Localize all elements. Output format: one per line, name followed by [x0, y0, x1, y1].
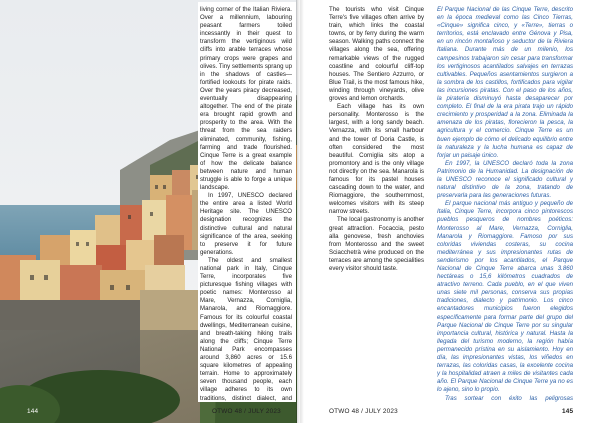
- right-en-paragraph-3: The local gastronomy is another great attraction. Focaccia, pesto alla genovese, fresh anchovies from Monterosso and the sweet Sciacchetrà wine produced on the terraces are among the specialities every visitor should taste.: [329, 216, 424, 272]
- issue-label-right: OTWO 48 / JULY 2023: [329, 408, 398, 415]
- right-es-paragraph-1: El Parque Nacional de las Cinque Terre, descrito en la época medieval como las Cinco Tierras, «Cinque» significa cinco, y «Terre», tierras o territorios, está enclavado entre Génova y Pisa, en un rincón montañoso y seductor de la Riviera Italiana. Durante más de un milenio, los campesinos trabajaron sin cesar para transformar los vertiginosos acantilados salvajes en terrazas cultivables. Pequeños asentamientos surgieron a la sombra de los castillos, fortificados para vigilar las incursiones piratas. Con el paso de los años, la piratería disminuyó hasta desaparecer por completo. El final de la era pirata trajo un rápido crecimiento y prosperidad a la zona. Eliminada la amenaza de los piratas, florecieron la pesca, la agricultura y el comercio. Cinque Terre es un buen ejemplo de cómo el delicado equilibrio entre la naturaleza y la lucha humana es capaz de forjar un paisaje único.: [437, 6, 573, 159]
- right-es-paragraph-3: El parque nacional más antiguo y pequeño de Italia, Cinque Terre, incorpora cinco pintorescos pueblos pesqueros de nombres poéticos: Monterosso al Mare, Vernazza, Corniglia, Manarola y Riomaggiore. Famoso por sus coloridas viviendas costeras, su cocina mediterránea y sus impresionantes rutas de senderismo por los acantilados, el Parque Nacional de Cinque Terre abarca unas 3.860 hectáreas o 15,6 kilómetros cuadrados de atractivo terreno. Cada pueblo, en el que viven unas siete mil personas, conserva sus propias tradiciones, dialecto y patrimonio. Los cinco encantadores municipios fueron elegidos específicamente para formar parte del grupo del Parque Nacional de Cinque Terre por su singular importancia cultural, histórica y natural. Hasta la llegada del turismo moderno, la región había permanecido prístina en su aislamiento. Hoy en día, las impresionantes vistas, los viñedos en terrazas, las coloridas casas, la excelente cocina y la hospitalidad atraen a miles de visitantes cada año. El Parque Nacional de Cinque Terre ya no es lo ajeno, sino lo propio.: [437, 200, 573, 394]
- page-number-right: 145: [562, 408, 574, 415]
- right-es-paragraph-2: En 1997, la UNESCO declaró toda la zona Patrimonio de la Humanidad. La designación de la UNESCO reconoce el significado cultural y natural distintivo de la zona, tratando de preservarla para las generaciones futuras.: [437, 159, 573, 200]
- left-paragraph-3: The oldest and smallest national park in Italy, Cinque Terre, incorporates five picturesque fishing villages with poetic names: Monterosso al Mare, Vernazza, Corniglia, Manarola, and Riomaggiore. Famous for its colourful coastal dwellings, Mediterranean cuisine, and breath-taking hiking trails along the cliffs; Cinque Terre National Park encompasses around 3,860 acres or 15.6 square kilometres of appealing terrain. Home to approximately seven thousand people, each village adheres to its own traditions, distinct dialect, and: [200, 256, 292, 402]
- left-article-column: [200, 6, 292, 402]
- right-english-column: [329, 6, 424, 402]
- right-en-paragraph-1: The tourists who visit Cinque Terre's five villages often arrive by train, which links the coastal towns, or by ferry during the warm season. Walking paths connect the villages along the sea, offering remarkable views of the rugged coastline and colourful cliff-top houses. The Sentiero Azzurro, or Blue Trail, is the most famous hike, winding through vineyards, olive groves and lemon orchards.: [329, 6, 424, 103]
- right-es-paragraph-4: Tras sortear con éxito las peligrosas: [445, 394, 573, 402]
- left-paragraph-2: In 1997, UNESCO declared the entire area a listed World Heritage site. The UNESCO designation recognizes the distinctive cultural and natural significance of the area, seeking to preserve it for future generations.: [200, 192, 292, 256]
- page-gutter: [296, 0, 304, 423]
- left-paragraph-1: living corner of the Italian Riviera. Over a millennium, labouring peasant farmers toiled incessantly in their quest to transform the vertiginous wild cliffs into arable terraces whose primary crops were grapes and olives. Tiny settlements sprang up in the shadows of castles—fortified lookouts for pirate raids. Over the years piracy decreased, eventually disappearing altogether. The end of the pirate era brought rapid growth and prosperity to the area. With the threat from the sea raiders eliminated, community, fishing, farming and trade flourished. Cinque Terre is a great example of how the delicate balance between nature and human struggle is able to forge a unique landscape.: [200, 6, 292, 192]
- page-number-left: 144: [27, 408, 39, 415]
- right-en-paragraph-2: Each village has its own personality. Monterosso is the largest, with a long sandy beach. Vernazza, with its small harbour and the tower of Doria Castle, is often considered the most beautiful. Corniglia sits atop a promontory and is the only village not directly on the sea. Manarola is famous for its pastel houses cascading down to the water, and Riomaggiore, the southernmost, welcomes visitors with its steep narrow streets.: [329, 103, 424, 216]
- right-spanish-column: [437, 6, 573, 402]
- issue-label-left: OTWO 48 / JULY 2023: [212, 408, 281, 415]
